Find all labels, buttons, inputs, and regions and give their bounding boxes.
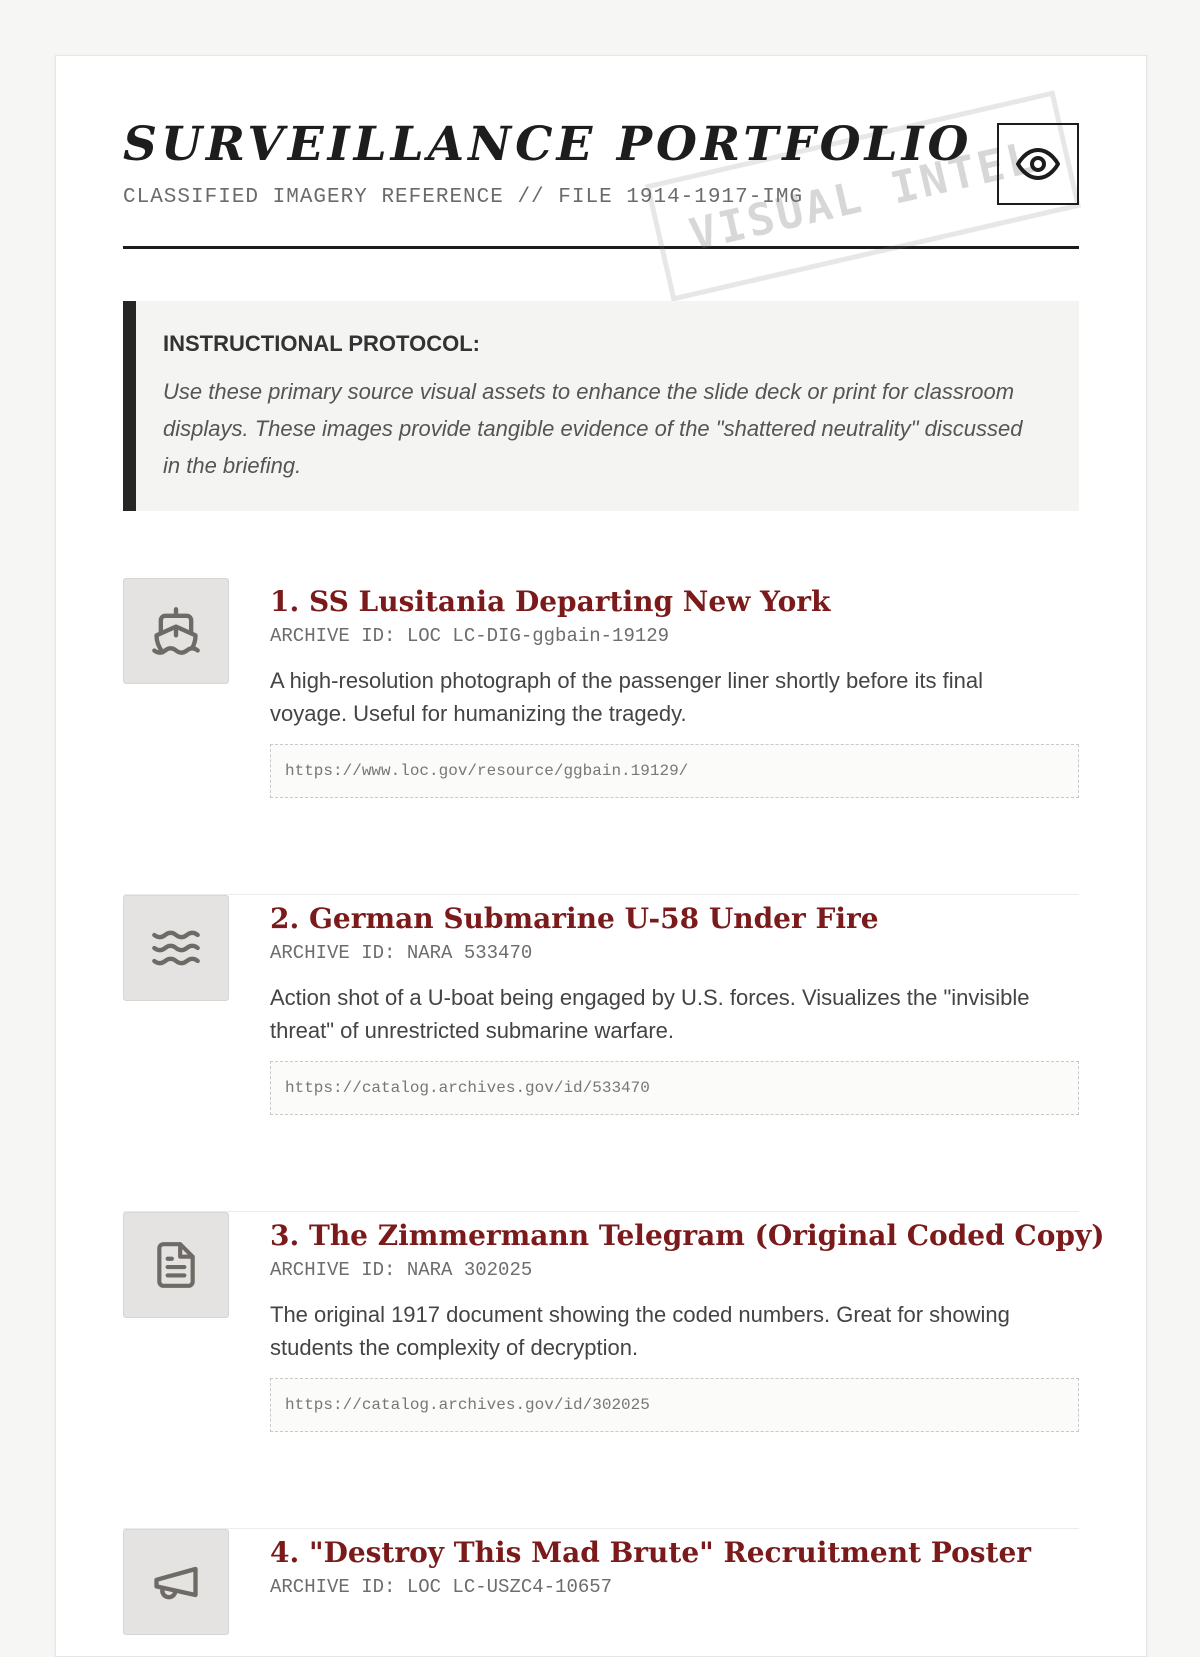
eye-icon-box (997, 123, 1079, 205)
document-icon (151, 1240, 201, 1290)
source-url[interactable]: https://www.loc.gov/resource/ggbain.19129/ (270, 744, 1079, 798)
archive-id: ARCHIVE ID: NARA 533470 (270, 942, 533, 964)
protocol-heading: INSTRUCTIONAL PROTOCOL: (163, 331, 480, 356)
eye-icon (1014, 140, 1062, 188)
item-description: A high-resolution photograph of the passenger liner shortly before its final voyage. Useful for humanizing the tragedy. (270, 668, 983, 726)
item-title: 1. SS Lusitania Departing New York (270, 585, 831, 618)
portfolio-content (123, 56, 1105, 1598)
list-item (123, 1529, 1079, 1657)
list-item (123, 578, 1079, 895)
protocol-body: Use these primary source visual assets to enhance the slide deck or print for classroom displays. These images provide tangible evidence of the "shattered neutrality" discussed in the briefing. (163, 379, 1023, 478)
item-title: 2. German Submarine U-58 Under Fire (270, 902, 879, 935)
item-description: The original 1917 document showing the coded numbers. Great for showing students the complexity of decryption. (270, 1302, 1010, 1360)
stamp-text: VISUAL INTEL (684, 131, 1042, 261)
instructional-protocol (123, 301, 1079, 511)
waves-icon (150, 922, 202, 974)
archive-id: ARCHIVE ID: LOC LC-USZC4-10657 (270, 1576, 613, 1598)
page-subtitle: CLASSIFIED IMAGERY REFERENCE // FILE 1914-1917-IMG (123, 186, 804, 209)
item-icon-tile (123, 1212, 229, 1318)
archive-id: ARCHIVE ID: LOC LC-DIG-ggbain-19129 (270, 625, 670, 647)
ship-icon (150, 605, 202, 657)
item-title: 4. "Destroy This Mad Brute" Recruitment Poster (270, 1536, 1032, 1569)
source-url[interactable]: https://catalog.archives.gov/id/302025 (270, 1378, 1079, 1432)
page-header (123, 56, 1079, 261)
list-item (123, 1212, 1105, 1529)
item-icon-tile (123, 578, 229, 684)
source-url[interactable]: https://catalog.archives.gov/id/533470 (270, 1061, 1079, 1115)
item-description: Action shot of a U-boat being engaged by U.S. forces. Visualizes the "invisible threat" of unrestricted submarine warfare. (270, 985, 1030, 1043)
item-icon-tile (123, 1529, 229, 1635)
item-icon-tile (123, 895, 229, 1001)
page-title: SURVEILLANCE PORTFOLIO (123, 117, 973, 172)
archive-id: ARCHIVE ID: NARA 302025 (270, 1259, 533, 1281)
portfolio-card (55, 55, 1147, 1657)
item-title: 3. The Zimmermann Telegram (Original Coded Copy) (270, 1219, 1105, 1252)
list-item (123, 895, 1079, 1212)
megaphone-icon (150, 1556, 202, 1608)
